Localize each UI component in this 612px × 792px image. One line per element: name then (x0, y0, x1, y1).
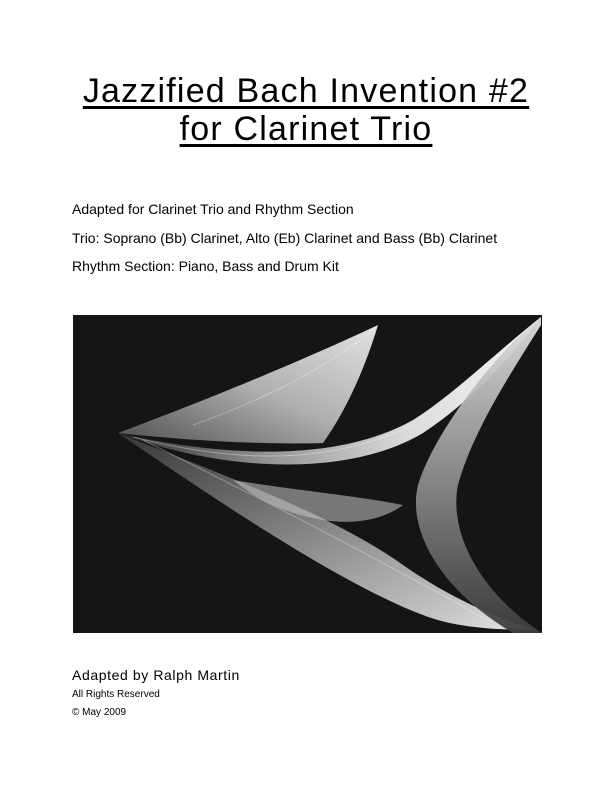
copyright-notice: © May 2009 (72, 707, 127, 718)
cover-artwork (73, 315, 542, 633)
arranger-credit: Adapted by Ralph Martin (72, 667, 240, 683)
trio-instrumentation: Trio: Soprano (Bb) Clarinet, Alto (Eb) Clarinet and Bass (Bb) Clarinet (72, 230, 498, 246)
page-title (0, 72, 612, 148)
title-line-1: Jazzified Bach Invention #2 (82, 72, 530, 110)
abstract-ribbon-art (73, 315, 542, 633)
rights-notice: All Rights Reserved (72, 689, 160, 700)
rhythm-section-instrumentation: Rhythm Section: Piano, Bass and Drum Kit (72, 258, 339, 274)
title-line-2: for Clarinet Trio (179, 110, 433, 148)
adaptation-note: Adapted for Clarinet Trio and Rhythm Section (72, 201, 354, 217)
